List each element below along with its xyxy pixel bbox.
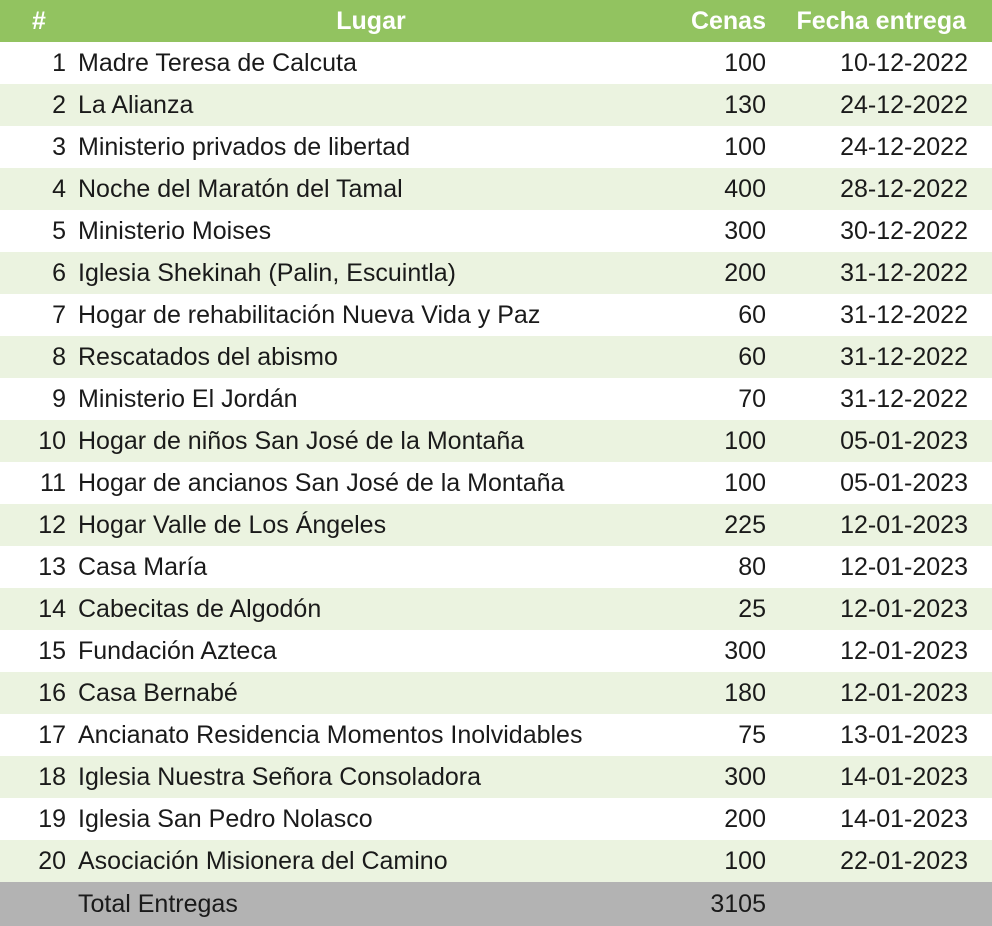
- row-date: 13-01-2023: [840, 720, 968, 749]
- table-body: [0, 42, 992, 882]
- table-row: [0, 462, 992, 504]
- row-date: 12-01-2023: [840, 552, 968, 581]
- row-number: 3: [52, 132, 66, 161]
- row-cenas: 130: [724, 90, 766, 119]
- row-place: Ministerio privados de libertad: [78, 132, 411, 161]
- row-number: 17: [38, 720, 66, 749]
- row-number: 19: [38, 804, 66, 833]
- row-date: 14-01-2023: [840, 762, 968, 791]
- total-row: [0, 882, 992, 926]
- table-row: [0, 42, 992, 84]
- table-row: [0, 630, 992, 672]
- row-number: 9: [52, 384, 66, 413]
- row-number: 20: [38, 846, 66, 875]
- row-number: 15: [38, 636, 66, 665]
- row-number: 18: [38, 762, 66, 791]
- row-place: Iglesia Nuestra Señora Consoladora: [78, 762, 482, 791]
- row-cenas: 400: [724, 174, 766, 203]
- row-place: Fundación Azteca: [78, 636, 277, 665]
- row-number: 4: [52, 174, 66, 203]
- row-date: 28-12-2022: [840, 174, 968, 203]
- row-place: Ministerio El Jordán: [78, 384, 298, 413]
- row-number: 8: [52, 342, 66, 371]
- row-date: 10-12-2022: [840, 48, 968, 77]
- table-row: [0, 168, 992, 210]
- row-number: 6: [52, 258, 66, 287]
- table-row: [0, 252, 992, 294]
- table-row: [0, 420, 992, 462]
- table-header: [0, 0, 992, 42]
- row-cenas: 200: [724, 258, 766, 287]
- row-date: 31-12-2022: [840, 384, 968, 413]
- row-date: 12-01-2023: [840, 510, 968, 539]
- table-row: [0, 672, 992, 714]
- row-cenas: 75: [738, 720, 766, 749]
- row-place: La Alianza: [78, 90, 194, 119]
- header-cenas: Cenas: [690, 6, 766, 35]
- row-place: Casa María: [78, 552, 208, 581]
- row-place: Rescatados del abismo: [78, 342, 338, 371]
- row-number: 14: [38, 594, 66, 623]
- row-date: 05-01-2023: [840, 426, 968, 455]
- row-number: 10: [38, 426, 66, 455]
- row-cenas: 300: [724, 762, 766, 791]
- table-row: [0, 504, 992, 546]
- row-cenas: 200: [724, 804, 766, 833]
- row-number: 13: [38, 552, 66, 581]
- row-cenas: 100: [724, 132, 766, 161]
- row-date: 12-01-2023: [840, 636, 968, 665]
- table-row: [0, 294, 992, 336]
- row-date: 05-01-2023: [840, 468, 968, 497]
- row-place: Cabecitas de Algodón: [78, 594, 322, 623]
- row-cenas: 60: [738, 342, 766, 371]
- row-date: 14-01-2023: [840, 804, 968, 833]
- row-place: Madre Teresa de Calcuta: [78, 48, 357, 77]
- row-place: Hogar de rehabilitación Nueva Vida y Paz: [78, 300, 541, 329]
- row-date: 12-01-2023: [840, 594, 968, 623]
- row-date: 31-12-2022: [840, 342, 968, 371]
- table-row: [0, 210, 992, 252]
- table-row: [0, 84, 992, 126]
- header-place: Lugar: [336, 6, 406, 35]
- table-row: [0, 588, 992, 630]
- row-place: Ministerio Moises: [78, 216, 272, 245]
- table-row: [0, 798, 992, 840]
- row-cenas: 100: [724, 846, 766, 875]
- header-number: #: [32, 6, 46, 35]
- table-row: [0, 378, 992, 420]
- row-number: 12: [38, 510, 66, 539]
- row-date: 24-12-2022: [840, 90, 968, 119]
- row-date: 24-12-2022: [840, 132, 968, 161]
- row-cenas: 60: [738, 300, 766, 329]
- row-date: 30-12-2022: [840, 216, 968, 245]
- row-cenas: 300: [724, 216, 766, 245]
- row-place: Hogar de ancianos San José de la Montaña: [78, 468, 565, 497]
- row-number: 5: [52, 216, 66, 245]
- row-place: Ancianato Residencia Momentos Inolvidables: [78, 720, 583, 749]
- table-row: [0, 546, 992, 588]
- table-row: [0, 756, 992, 798]
- total-label: Total Entregas: [78, 889, 238, 918]
- row-number: 16: [38, 678, 66, 707]
- row-place: Casa Bernabé: [78, 678, 238, 707]
- row-place: Iglesia San Pedro Nolasco: [78, 804, 373, 833]
- row-cenas: 225: [724, 510, 766, 539]
- table-row: [0, 840, 992, 882]
- row-number: 2: [52, 90, 66, 119]
- row-cenas: 180: [724, 678, 766, 707]
- row-date: 12-01-2023: [840, 678, 968, 707]
- row-date: 31-12-2022: [840, 300, 968, 329]
- row-cenas: 80: [738, 552, 766, 581]
- row-place: Iglesia Shekinah (Palin, Escuintla): [78, 258, 456, 287]
- row-place: Noche del Maratón del Tamal: [78, 174, 403, 203]
- row-cenas: 300: [724, 636, 766, 665]
- row-cenas: 100: [724, 468, 766, 497]
- row-date: 22-01-2023: [840, 846, 968, 875]
- header-date: Fecha entrega: [796, 6, 966, 35]
- row-cenas: 100: [724, 48, 766, 77]
- row-place: Hogar Valle de Los Ángeles: [78, 510, 387, 539]
- row-place: Hogar de niños San José de la Montaña: [78, 426, 525, 455]
- row-date: 31-12-2022: [840, 258, 968, 287]
- row-cenas: 100: [724, 426, 766, 455]
- row-number: 1: [52, 48, 66, 77]
- row-cenas: 70: [738, 384, 766, 413]
- row-number: 7: [52, 300, 66, 329]
- row-cenas: 25: [738, 594, 766, 623]
- table-row: [0, 126, 992, 168]
- table-row: [0, 336, 992, 378]
- total-cenas: 3105: [710, 889, 766, 918]
- row-place: Asociación Misionera del Camino: [78, 846, 448, 875]
- table-row: [0, 714, 992, 756]
- row-number: 11: [40, 468, 66, 497]
